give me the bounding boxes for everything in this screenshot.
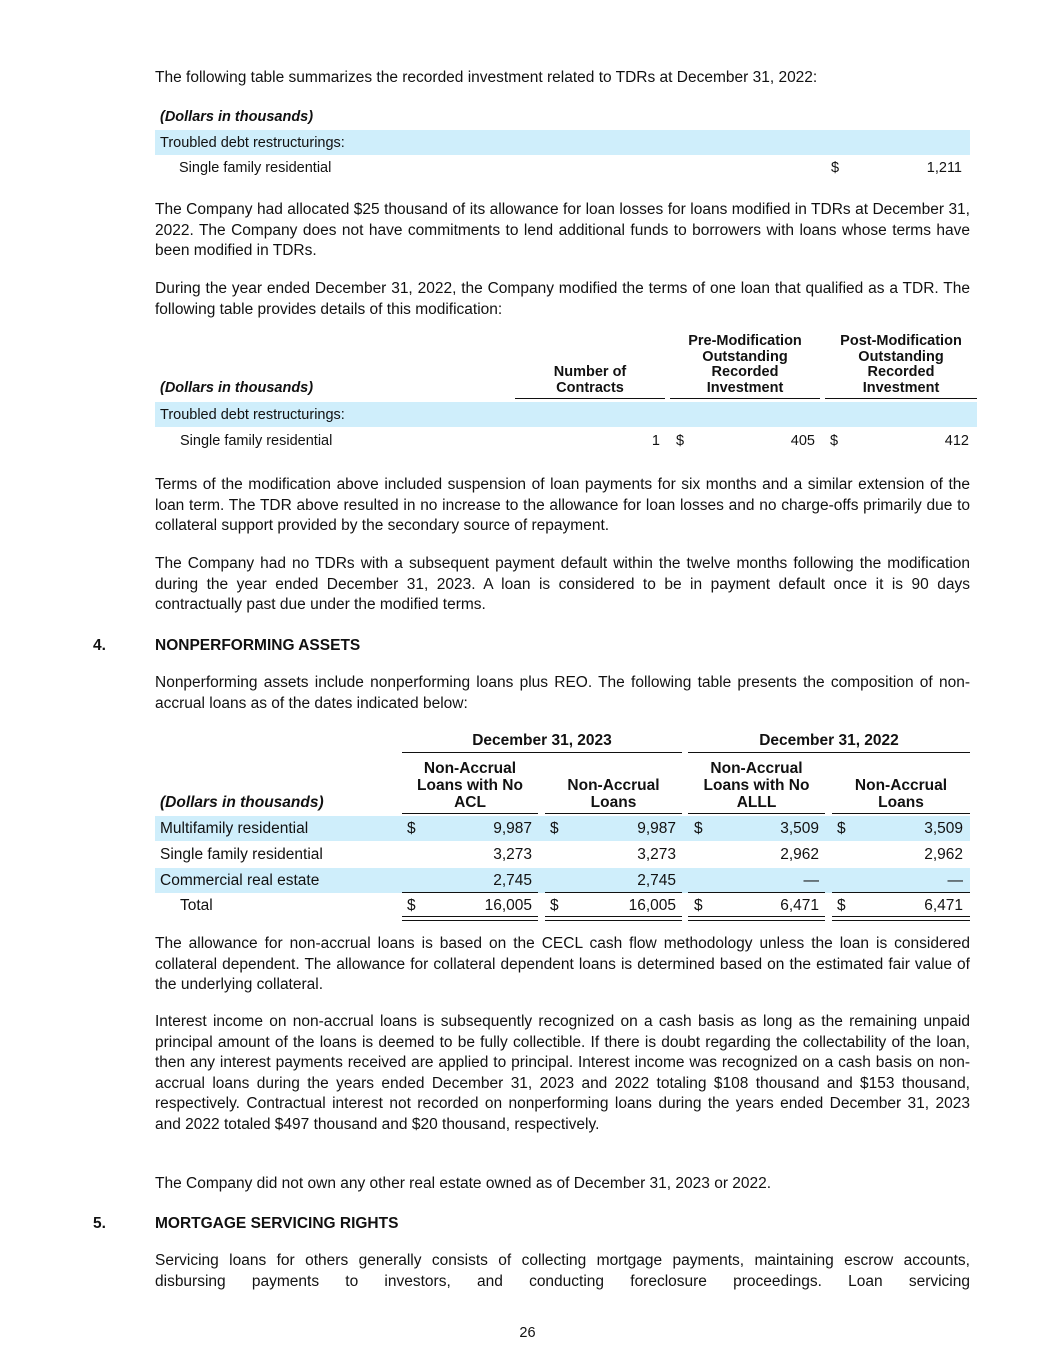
row-currency: $ (837, 820, 846, 837)
paragraph-modified: During the year ended December 31, 2022, the Company modified the terms of one loan that qualified as a TDR. The following table provides details of this modification: (155, 280, 970, 318)
header-underline (402, 813, 538, 814)
modification-row (155, 433, 977, 453)
total-currency: $ (550, 897, 559, 914)
col-2022-loans-header: Non-Accrual Loans (854, 777, 948, 811)
tdr-2022-value: 1,211 (926, 160, 962, 176)
table-row (155, 842, 970, 867)
row-value: 2,962 (780, 846, 819, 863)
tdr-2022-group-band (155, 130, 970, 155)
header-underline (670, 398, 820, 399)
paragraph-no-default: The Company had no TDRs with a subsequent payment default within the twelve months following the modification during the year ended December 31, 2023. A loan is considered to be in payment default once it is 90 days contractually past due under the modified terms. (155, 555, 970, 613)
paragraph-interest: Interest income on non-accrual loans is subsequently recognized on a cash basis as long as the remaining unpaid principal amount of the loans is deemed to be fully collectible. If there is doubt regarding the collectability of the loan, then any interest payments received are applied to principal. Interest income was recognized on a cash basis on non-accrual loans during the years ended December 31, 2023 and 2022 totaling $108 thousand and $153 thousand, respectively. Contractual interest not recorded on nonperforming loans during the years ended December 31, 2023 and 2022 totaled $497 thousand and $20 thousand, respectively. (155, 1013, 970, 1133)
row-value: 3,509 (780, 820, 819, 837)
header-underline (545, 813, 682, 814)
table-total-row (155, 894, 970, 918)
total-double-rule (402, 916, 538, 921)
modification-contracts: 1 (651, 433, 660, 449)
paragraph-allowance: The allowance for non-accrual loans is based on the CECL cash flow methodology unless the loan is considered collateral dependent. The allowance for collateral dependent loans is determined based on the estimated fair value of the underlying collateral. (155, 935, 970, 993)
row-value: 9,987 (637, 820, 676, 837)
tdr-2022-currency: $ (831, 160, 840, 176)
row-currency: $ (407, 820, 416, 837)
section-5-title: MORTGAGE SERVICING RIGHTS (155, 1215, 399, 1232)
tdr-2022-intro: The following table summarizes the recorded investment related to TDRs at December 31, 2022: (155, 69, 818, 86)
row-value: — (803, 872, 819, 889)
row-currency: $ (694, 820, 703, 837)
header-underline (825, 398, 977, 399)
row-currency: $ (550, 820, 559, 837)
row-label: Single family residential (160, 846, 323, 863)
tdr-2022-row (155, 160, 970, 180)
modification-post-value: 412 (944, 433, 969, 449)
section-5-intro: Servicing loans for others generally consists of collecting mortgage payments, maintaining escrow accounts, disbursing payments to investors, and conducting foreclosure proceedings. Loan servicing (155, 1252, 970, 1290)
col-2023-loans-header: Non-Accrual Loans (567, 777, 660, 811)
row-value: — (947, 872, 963, 889)
total-currency: $ (407, 897, 416, 914)
total-double-rule (688, 916, 825, 921)
header-underline (515, 398, 665, 399)
row-value: 2,745 (637, 872, 676, 889)
row-label: Multifamily residential (160, 820, 309, 837)
total-label: Total (180, 897, 213, 914)
modification-pre-currency: $ (676, 433, 685, 449)
row-label: Commercial real estate (160, 872, 320, 889)
total-currency: $ (694, 897, 703, 914)
total-value: 16,005 (484, 897, 532, 914)
total-double-rule (545, 916, 682, 921)
modification-units: (Dollars in thousands) (160, 380, 314, 396)
tdr-2022-units: (Dollars in thousands) (160, 109, 314, 125)
total-currency: $ (837, 897, 846, 914)
modification-group-band (155, 402, 977, 427)
col-2023-no-acl-header: Non-Accrual Loans with No ACL (417, 760, 523, 811)
subtotal-rule (832, 892, 970, 893)
col-pre-header: Pre-Modification Outstanding Recorded Investment (688, 333, 802, 396)
paragraph-reo: The Company did not own any other real estate owned as of December 31, 2023 or 2022. (155, 1175, 772, 1192)
row-value: 2,745 (493, 872, 532, 889)
subtotal-rule (402, 892, 538, 893)
row-value: 3,509 (924, 820, 963, 837)
total-value: 6,471 (924, 897, 963, 914)
table-row (155, 816, 970, 841)
col-2022-no-alll-header: Non-Accrual Loans with No ALLL (703, 760, 810, 811)
total-value: 6,471 (780, 897, 819, 914)
section-4-intro: Nonperforming assets include nonperforming loans plus REO. The following table presents the composition of non-accrual loans as of the dates indicated below: (155, 674, 970, 712)
row-value: 3,273 (493, 846, 532, 863)
page-number: 26 (519, 1325, 536, 1341)
paragraph-allocated: The Company had allocated $25 thousand of its allowance for loan losses for loans modified in TDRs at December 31, 2022. The Company does not have commitments to lend additional funds to borrowers with loans whose terms have been modified in TDRs. (155, 201, 970, 259)
period-2022-header: December 31, 2022 (759, 732, 899, 749)
section-4-number: 4. (93, 637, 106, 654)
tdr-2022-group-label: Troubled debt restructurings: (160, 135, 345, 151)
col-post-header: Post-Modification Outstanding Recorded Investment (840, 333, 962, 396)
total-value: 16,005 (628, 897, 676, 914)
nonaccrual-units: (Dollars in thousands) (160, 794, 324, 811)
modification-row-label: Single family residential (180, 433, 333, 449)
section-5-number: 5. (93, 1215, 106, 1232)
period-2023-header: December 31, 2023 (472, 732, 612, 749)
period-underline (402, 752, 682, 753)
period-underline (688, 752, 970, 753)
row-value: 2,962 (924, 846, 963, 863)
tdr-2022-row-label: Single family residential (179, 160, 332, 176)
col-contracts-header: Number of Contracts (553, 364, 627, 396)
row-value: 3,273 (637, 846, 676, 863)
subtotal-rule (545, 892, 682, 893)
section-4-title: NONPERFORMING ASSETS (155, 637, 361, 654)
paragraph-terms: Terms of the modification above included suspension of loan payments for six months and a similar extension of the loan term. The TDR above resulted in no increase to the allowance for loan losses and no charge-offs primarily due to collateral support provided by the secondary source of repayment. (155, 476, 970, 534)
modification-pre-value: 405 (790, 433, 815, 449)
header-underline (688, 813, 825, 814)
total-double-rule (832, 916, 970, 921)
modification-group-label: Troubled debt restructurings: (160, 407, 345, 423)
header-underline (832, 813, 970, 814)
modification-post-currency: $ (830, 433, 839, 449)
row-value: 9,987 (493, 820, 532, 837)
subtotal-rule (688, 892, 825, 893)
table-row (155, 868, 970, 893)
